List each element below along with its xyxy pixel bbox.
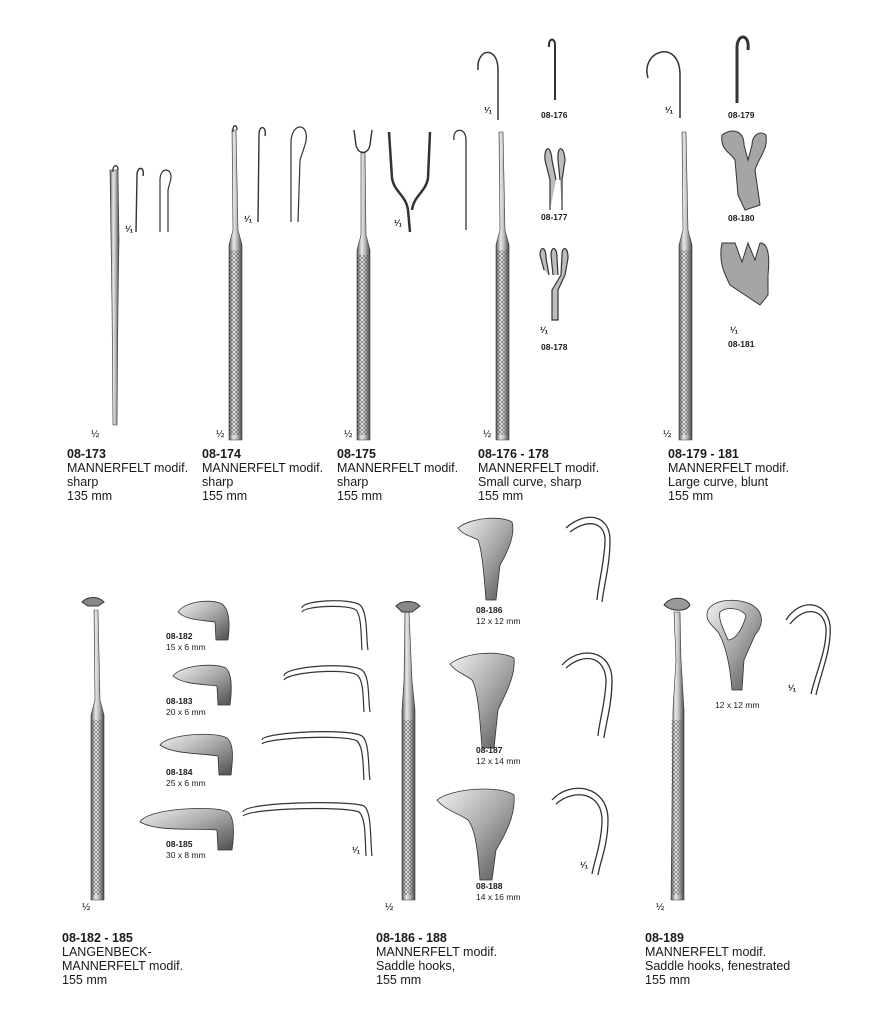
product-caption-08-174 xyxy=(202,447,323,503)
tip-label-08-180: 08-180 xyxy=(728,213,755,223)
instrument-08-182-185 xyxy=(82,598,372,901)
scale-marker: ½ xyxy=(663,429,672,440)
product-desc: sharp xyxy=(67,475,99,489)
scale-marker-full: ¹⁄₁ xyxy=(394,218,403,228)
scale-marker-full: ¹⁄₁ xyxy=(580,860,589,870)
blade-code: 08-183 xyxy=(166,696,193,706)
blade-code: 08-188 xyxy=(476,881,503,891)
tip-label-08-178: 08-178 xyxy=(541,342,568,352)
scale-marker-full: ¹⁄₁ xyxy=(352,845,361,855)
product-desc: sharp xyxy=(337,475,369,489)
scale-marker: ½ xyxy=(91,429,100,440)
instrument-08-186-188 xyxy=(396,517,612,900)
product-length: 155 mm xyxy=(62,973,108,987)
scale-marker-full: ¹⁄₁ xyxy=(244,214,253,224)
blade-size: 15 x 6 mm xyxy=(166,642,206,652)
product-desc: MANNERFELT modif. xyxy=(337,461,459,475)
blade-size: 30 x 8 mm xyxy=(166,850,206,860)
product-desc: MANNERFELT modif. xyxy=(645,945,767,959)
product-desc: MANNERFELT modif. xyxy=(62,959,184,973)
scale-marker: ½ xyxy=(385,902,394,913)
blade-size: 12 x 12 mm xyxy=(476,616,521,626)
product-caption-08-186-188 xyxy=(376,931,497,987)
blade-code: 08-184 xyxy=(166,767,193,777)
product-number: 08-179 - 181 xyxy=(668,447,739,461)
blade-size: 12 x 14 mm xyxy=(476,756,521,766)
product-length: 155 mm xyxy=(668,489,714,503)
product-length: 135 mm xyxy=(67,489,113,503)
product-desc: Small curve, sharp xyxy=(478,475,582,489)
instrument-08-189 xyxy=(664,598,830,900)
product-desc: MANNERFELT modif. xyxy=(376,945,498,959)
tip-label-08-176: 08-176 xyxy=(541,110,568,120)
scale-marker-full: ¹⁄₁ xyxy=(125,224,134,234)
blade-code: 08-182 xyxy=(166,631,193,641)
product-number: 08-176 - 178 xyxy=(478,447,549,461)
product-desc: MANNERFELT modif. xyxy=(478,461,600,475)
blade-size: 14 x 16 mm xyxy=(476,892,521,902)
product-length: 155 mm xyxy=(645,973,691,987)
product-desc: MANNERFELT modif. xyxy=(67,461,189,475)
instrument-08-176-178 xyxy=(478,40,568,440)
product-number: 08-174 xyxy=(202,447,241,461)
product-caption-08-175 xyxy=(337,447,458,503)
product-desc: MANNERFELT modif. xyxy=(668,461,790,475)
blade-size: 25 x 6 mm xyxy=(166,778,206,788)
fenestrated-size: 12 x 12 mm xyxy=(715,700,760,710)
blade-code: 08-185 xyxy=(166,839,193,849)
product-number: 08-173 xyxy=(67,447,106,461)
scale-marker: ½ xyxy=(82,902,91,913)
tip-label-08-181: 08-181 xyxy=(728,339,755,349)
scale-marker-full: ¹⁄₁ xyxy=(788,683,797,693)
scale-marker-full: ¹⁄₁ xyxy=(484,105,493,115)
product-desc: sharp xyxy=(202,475,234,489)
product-length: 155 mm xyxy=(376,973,422,987)
product-number: 08-186 - 188 xyxy=(376,931,447,945)
scale-marker-full: ¹⁄₁ xyxy=(540,325,549,335)
scale-marker-full: ¹⁄₁ xyxy=(665,105,674,115)
product-desc: Saddle hooks, fenestrated xyxy=(645,959,791,973)
blade-code: 08-187 xyxy=(476,745,503,755)
scale-marker: ½ xyxy=(656,902,665,913)
scale-marker-full: ¹⁄₁ xyxy=(730,325,739,335)
scale-marker: ½ xyxy=(216,429,225,440)
product-number: 08-175 xyxy=(337,447,376,461)
product-desc: MANNERFELT modif. xyxy=(202,461,324,475)
instrument-08-175 xyxy=(354,130,466,440)
instrument-08-174 xyxy=(229,126,306,440)
product-number: 08-182 - 185 xyxy=(62,931,133,945)
product-length: 155 mm xyxy=(202,489,248,503)
instrument-08-179-181 xyxy=(647,37,769,440)
scale-marker: ½ xyxy=(483,429,492,440)
product-caption-08-176-178 xyxy=(478,447,599,503)
tip-label-08-177: 08-177 xyxy=(541,212,568,222)
product-desc: LANGENBECK- xyxy=(62,945,152,959)
tip-label-08-179: 08-179 xyxy=(728,110,755,120)
instrument-08-173 xyxy=(110,166,171,425)
product-length: 155 mm xyxy=(337,489,383,503)
product-caption-08-173 xyxy=(67,447,188,503)
blade-code: 08-186 xyxy=(476,605,503,615)
product-length: 155 mm xyxy=(478,489,524,503)
product-number: 08-189 xyxy=(645,931,684,945)
product-desc: Large curve, blunt xyxy=(668,475,769,489)
product-caption-08-182-185 xyxy=(62,931,183,987)
product-caption-08-189 xyxy=(645,931,790,987)
product-desc: Saddle hooks, xyxy=(376,959,456,973)
scale-marker: ½ xyxy=(344,429,353,440)
blade-size: 20 x 6 mm xyxy=(166,707,206,717)
product-caption-08-179-181 xyxy=(668,447,789,503)
